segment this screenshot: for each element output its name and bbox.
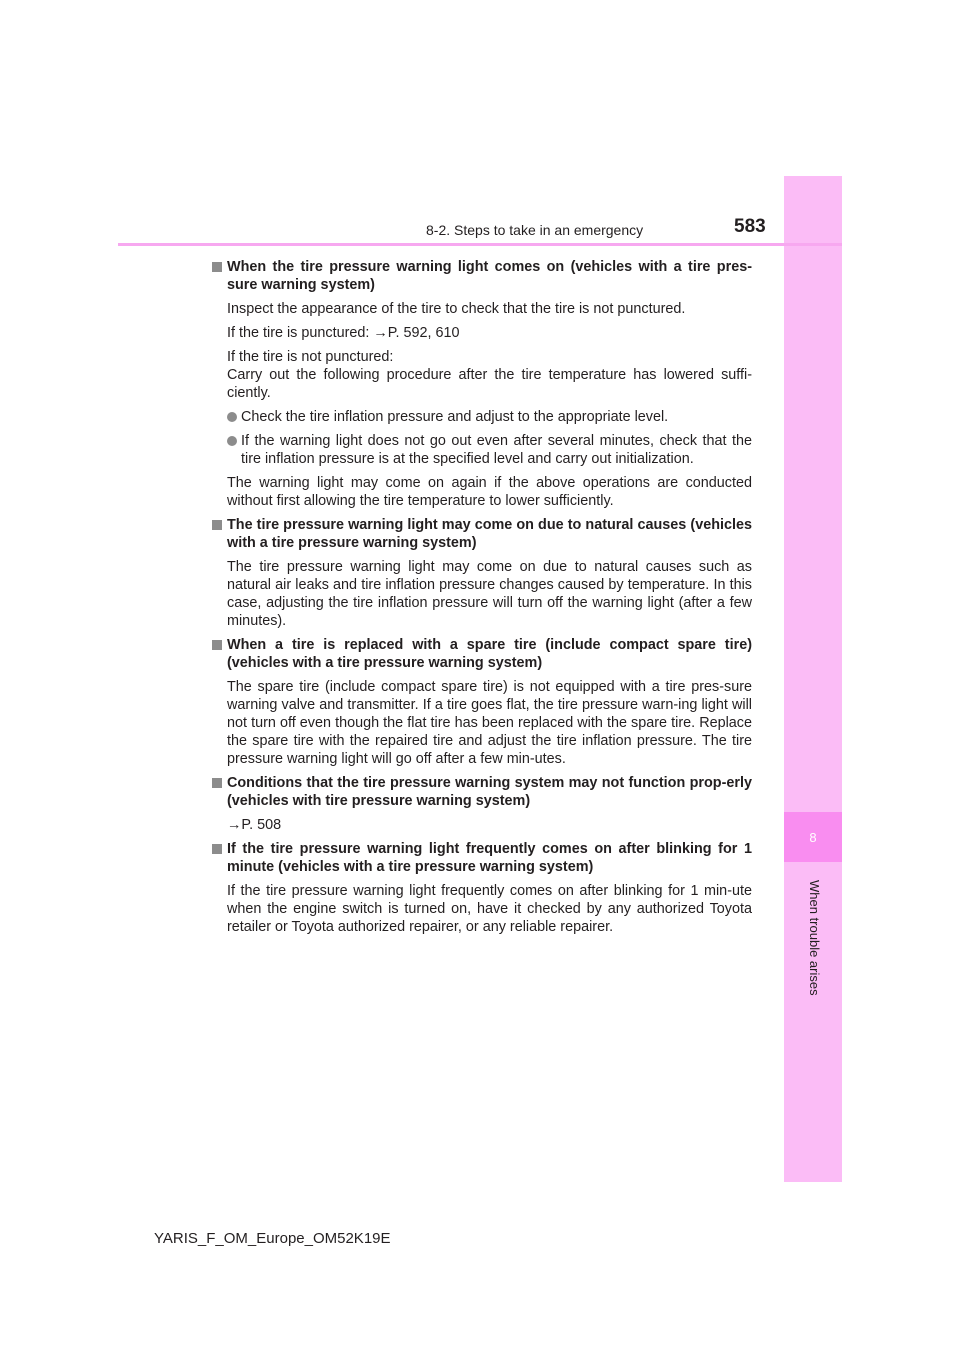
paragraph: If the tire pressure warning light frequently comes on after blinking for 1 min-ute when the engine switch is turned on, have it checked by any authorized Toyota retailer or Toyota authorized repairer, or any reliable repairer. [227,883,752,935]
paragraph: The warning light may come on again if the above operations are conducted without first allowing the tire temperature to lower sufficiently. [227,475,752,509]
paragraph: →P. 508 [227,817,282,833]
section-item [212,774,752,834]
chapter-side-tab [784,176,842,1182]
paragraph: Carry out the following procedure after the tire temperature has lowered suffi-ciently. [227,367,752,401]
paragraph: If the tire is punctured: →P. 592, 610 [227,325,460,341]
square-bullet-icon [212,844,222,854]
section-item [212,516,752,630]
page-content [212,258,752,942]
section-heading: When the tire pressure warning light comes on (vehicles with a tire pres-sure warning system) [227,259,752,293]
square-bullet-icon [212,778,222,788]
circle-bullet-icon [227,412,237,422]
section-title: 8-2. Steps to take in an emergency [426,222,644,238]
page-number: 583 [734,216,766,237]
square-bullet-icon [212,640,222,650]
section-item [212,840,752,936]
section-heading: If the tire pressure warning light frequently comes on after blinking for 1 minute (vehicles with a tire pressure warning system) [227,841,752,875]
header-divider [118,243,842,246]
square-bullet-icon [212,520,222,530]
section-heading: The tire pressure warning light may come on due to natural causes (vehicles with a tire pressure warning system) [227,517,752,551]
section-heading: When a tire is replaced with a spare tire (include compact spare tire) (vehicles with a tire pressure warning system) [227,637,752,671]
list-item: Check the tire inflation pressure and adjust to the appropriate level. [227,408,752,426]
section-item [212,636,752,768]
chapter-number: 8 [784,812,842,862]
paragraph: Inspect the appearance of the tire to check that the tire is not punctured. [227,301,686,317]
square-bullet-icon [212,262,222,272]
paragraph: The spare tire (include compact spare tire) is not equipped with a tire pres-sure warning valve and transmitter. If a tire goes flat, the tire pressure warn-ing light will not turn off even though the flat tire has been replaced with the spare tire. Replace the spare tire with the repaired tire and adjust the tire inflation pressure. The tire pressure warning light will go off after a few min-utes. [227,679,752,767]
section-item [212,258,752,510]
document-id: YARIS_F_OM_Europe_OM52K19E [154,1230,391,1247]
paragraph: If the tire is not punctured: [227,349,394,365]
circle-bullet-icon [227,436,237,446]
section-heading: Conditions that the tire pressure warning system may not function prop-erly (vehicles with tire pressure warning system) [227,775,752,809]
chapter-title: When trouble arises [807,880,822,996]
paragraph: The tire pressure warning light may come on due to natural causes such as natural air leaks and tire inflation pressure changes caused by temperature. In this case, adjusting the tire inflation pressure will turn off the warning light (after a few minutes). [227,559,752,629]
list-item: If the warning light does not go out even after several minutes, check that the tire inflation pressure is at the specified level and carry out initialization. [227,432,752,468]
